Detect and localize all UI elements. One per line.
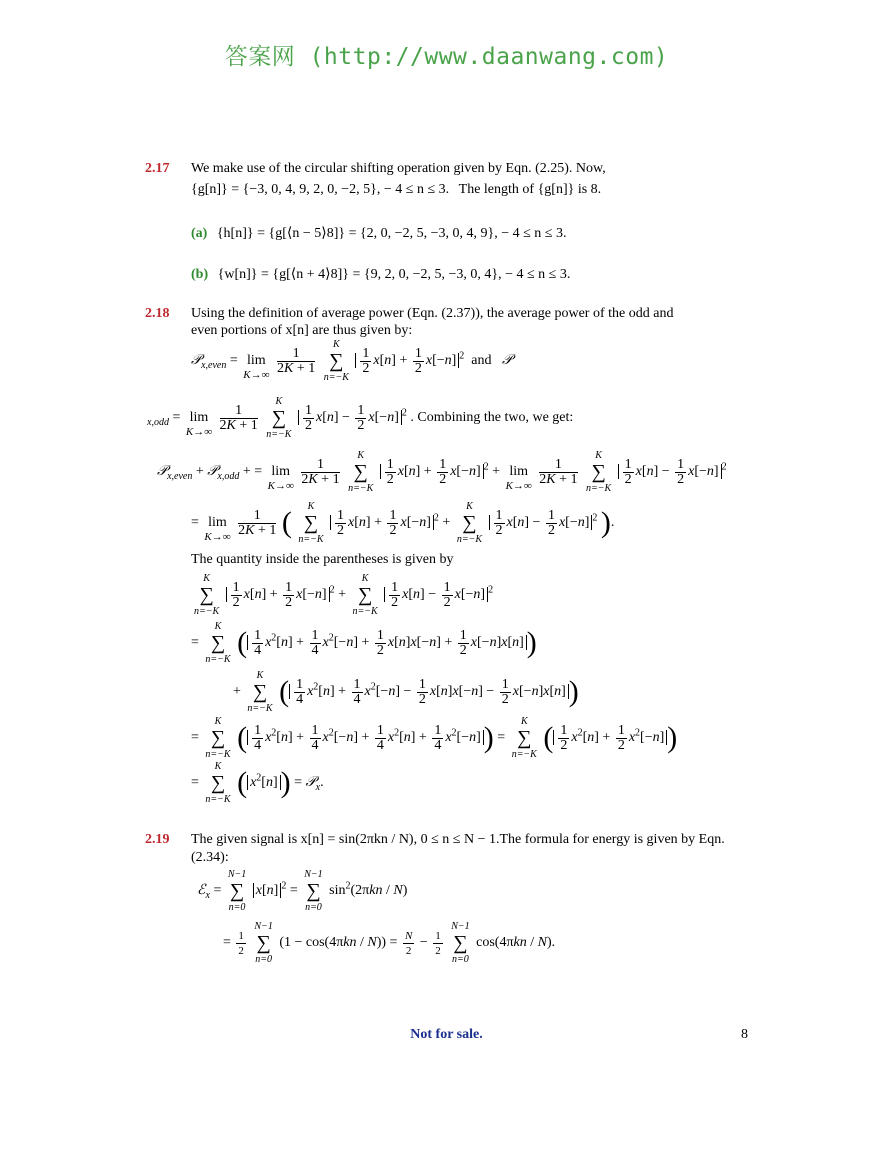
expansion-line1: = K ∑ n=−K ( $\frac{1}{4}$ $x^2[n]$ + $\frac{1}{4}$ $x^2[-n]$ + $\frac{1}{2}$ x[n]x[−n] + $\frac{1}{2}$ x[−n]x[n] ) [191,621,537,665]
energy-equation-line1: ℰ$_x$ = N−1 ∑ n=0 x[n] $^2$ = N−1 ∑ n=0 $\sin^2(2\pi kn / N)$ [197,869,408,913]
part-a-label: (a) [191,226,208,241]
p-even-equation: 𝒫$_{x,even}$ = lim K→∞ $\frac{1}{2K + 1}$ K ∑ n=−K $\frac{1}{2}$ x[n] + $\frac{1}{2}$ x[−n] $^2$ and 𝒫 [191,339,513,383]
problem-number-2-17: 2.17 [145,161,170,176]
g-length-text: The length of {g[n]} is 8. [458,182,602,197]
energy-equation-line2: = $\frac{1}{2}$ N−1 ∑ n=0 (1 − cos(4πkn / N)) = $\frac{N}{2}$ − $\frac{1}{2}$ N−1 ∑ n=0 cos(4πkn / N). [223,921,556,965]
footer-notice: Not for sale. [410,1027,483,1042]
problem-2-17-intro: We make use of the circular shifting operation given by Eqn. (2.25). Now, [191,161,606,176]
combining-text: . Combining the two, we get: [410,410,574,426]
expansion-line2: + K ∑ n=−K ( $\frac{1}{4}$ $x^2[n]$ + $\frac{1}{4}$ $x^2[-n]$ − $\frac{1}{2}$ x[n]x[−n] − $\frac{1}{2}$ x[−n]x[n] ) [233,670,579,714]
quantity-sum-line: K ∑ n=−K $\frac{1}{2}$ x[n] + $\frac{1}{2}$ x[−n] $^2$ + K ∑ n=−K $\frac{1}{2}$ x[n] − $\frac{1}{2}$ x[−n] $^2$ [194,573,494,617]
quantity-text: The quantity inside the parentheses is given by [191,552,454,567]
problem-2-18-intro-line2: even portions of x[n] are thus given by: [191,323,413,338]
watermark-header: 答案网 (http://www.daanwang.com) [224,44,669,70]
problem-2-17-part-a [191,225,566,242]
problem-2-19-intro-line2: (2.34): [191,850,229,865]
problem-2-18-intro-line1: Using the definition of average power (Eqn. (2.37)), the average power of the odd and [191,306,674,321]
combined-power-equation-line1: 𝒫$_{x,even}$ + 𝒫$_{x,odd}$ + = lim K→∞ $\frac{1}{2K + 1}$ K ∑ n=−K $\frac{1}{2}$ x[n] + $\frac{1}{2}$ x[−n] $^2$ + lim K→∞ $\frac{1}{2K + 1}$ K ∑ n=−K $\frac{1}{2}$ x[n] − $\frac{1}{2}$ x[−n] $^2$ [157,450,727,494]
problem-number-2-19: 2.19 [145,832,170,847]
p-odd-equation: $_{x,odd}$ = lim K→∞ $\frac{1}{2K + 1}$ K ∑ n=−K $\frac{1}{2}$ x[n] − $\frac{1}{2}$ x[−n] $^2$ . Combining the two, we get: [147,396,574,440]
problem-number-2-18: 2.18 [145,306,170,321]
and-word: and [471,353,492,369]
problem-2-17-g-definition [191,182,601,198]
expansion-line3: = K ∑ n=−K ( $\frac{1}{4}$ $x^2[n]$ + $\frac{1}{4}$ $x^2[-n]$ + $\frac{1}{4}$ $x^2[n]$ + $\frac{1}{4}$ $x^2[-n]$ ) = K ∑ n=−K ( $\frac{1}{2}$ $x^2[n]$ + $\frac{1}{2}$ $x^2[-n]$ ) [191,716,678,760]
page-number: 8 [741,1027,748,1042]
g-definition-equation: {g[n]} = {−3, 0, 4, 9, 2, 0, −2, 5}, − 4 ≤ n ≤ 3. [191,182,450,197]
part-b-label: (b) [191,267,209,282]
problem-2-17-part-b [191,266,570,283]
part-b-equation: {w[n]} = {g[⟨n + 4⟩8]} = {9, 2, 0, −2, 5, −3, 0, 4}, − 4 ≤ n ≤ 3. [217,267,571,282]
expansion-line4: = K ∑ n=−K ( $x^2[n]$ ) = 𝒫$_x$. [191,761,324,805]
problem-2-19-intro-line1: The given signal is x[n] = sin(2πkn / N), 0 ≤ n ≤ N − 1.The formula for energy is given by Eqn. [191,832,725,847]
part-a-equation: {h[n]} = {g[⟨n − 5⟩8]} = {2, 0, −2, 5, −3, 0, 4, 9}, − 4 ≤ n ≤ 3. [216,226,567,241]
combined-power-equation-line2: = lim K→∞ $\frac{1}{2K + 1}$ ( K ∑ n=−K $\frac{1}{2}$ x[n] + $\frac{1}{2}$ x[−n] $^2$ + K ∑ n=−K $\frac{1}{2}$ x[n] − $\frac{1}{2}$ x[−n] $^2$ ). [191,501,615,545]
